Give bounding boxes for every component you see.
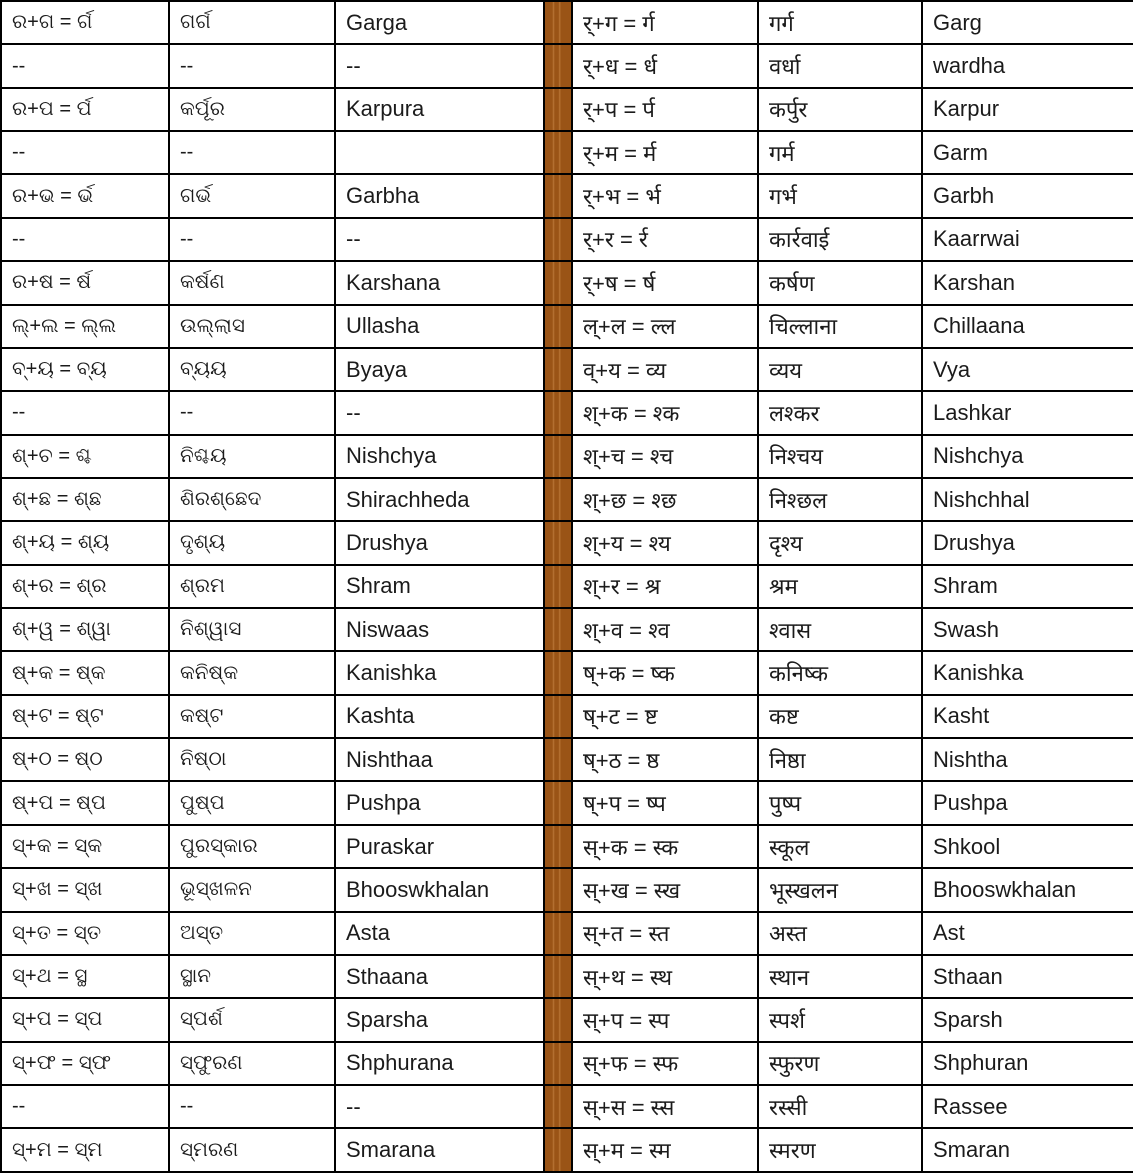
cell-odia-transliteration: Karshana (335, 261, 544, 304)
cell-hindi-formula: ष्+ट = ष्ट (572, 695, 758, 738)
cell-odia-word: ନିଷ୍ଠା (169, 738, 335, 781)
cell-odia-transliteration: -- (335, 1085, 544, 1128)
cell-hindi-formula: स्+म = स्म (572, 1128, 758, 1172)
table-row (1, 88, 1133, 131)
cell-hindi-formula: श्+र = श्र (572, 565, 758, 608)
cell-hindi-word: गर्भ (758, 174, 922, 217)
divider-bar (544, 478, 572, 521)
cell-odia-formula: ଷ୍+ପ = ଷ୍ପ (1, 781, 169, 824)
cell-odia-formula: ର+ଗ = ର୍ଗ (1, 1, 169, 44)
cell-odia-word: ନିଶ୍ୱାସ (169, 608, 335, 651)
cell-odia-formula: ଷ୍+କ = ଷ୍କ (1, 651, 169, 694)
cell-odia-transliteration: Shphurana (335, 1042, 544, 1085)
cell-odia-transliteration: Smarana (335, 1128, 544, 1172)
cell-hindi-formula: स्+थ = स्थ (572, 955, 758, 998)
table-row (1, 781, 1133, 824)
divider-bar (544, 608, 572, 651)
cell-hindi-word: कनिष्क (758, 651, 922, 694)
cell-odia-formula: ସ୍+କ = ସ୍କ (1, 825, 169, 868)
table-row (1, 305, 1133, 348)
table-row (1, 695, 1133, 738)
cell-hindi-transliteration: Shphuran (922, 1042, 1133, 1085)
divider-bar (544, 348, 572, 391)
cell-odia-formula: -- (1, 218, 169, 261)
cell-odia-word: ଉଲ୍ଲାସ (169, 305, 335, 348)
cell-odia-formula: ଷ୍+ଟ = ଷ୍ଟ (1, 695, 169, 738)
cell-hindi-formula: र्+भ = र्भ (572, 174, 758, 217)
cell-hindi-word: चिल्लाना (758, 305, 922, 348)
cell-odia-word: ସ୍ଫୁରଣ (169, 1042, 335, 1085)
cell-hindi-word: रस्सी (758, 1085, 922, 1128)
cell-hindi-formula: स्+फ = स्फ (572, 1042, 758, 1085)
cell-hindi-word: श्वास (758, 608, 922, 651)
cell-hindi-transliteration: Ast (922, 912, 1133, 955)
cell-odia-transliteration: Kanishka (335, 651, 544, 694)
cell-hindi-formula: र्+प = र्प (572, 88, 758, 131)
cell-hindi-transliteration: Shram (922, 565, 1133, 608)
table-row (1, 1085, 1133, 1128)
cell-odia-formula: ଶ୍+ୱ = ଶ୍ୱା (1, 608, 169, 651)
cell-odia-transliteration (335, 131, 544, 174)
cell-odia-transliteration: Puraskar (335, 825, 544, 868)
table-row (1, 1128, 1133, 1172)
cell-odia-word: ବ୍ୟୟ (169, 348, 335, 391)
cell-odia-transliteration: Garga (335, 1, 544, 44)
cell-hindi-transliteration: wardha (922, 44, 1133, 87)
divider-bar (544, 868, 572, 911)
table-row (1, 1042, 1133, 1085)
cell-hindi-word: व्यय (758, 348, 922, 391)
cell-hindi-formula: श्+च = श्च (572, 435, 758, 478)
cell-hindi-formula: र्+ग = र्ग (572, 1, 758, 44)
cell-odia-transliteration: Shram (335, 565, 544, 608)
cell-odia-word: -- (169, 1085, 335, 1128)
cell-odia-transliteration: -- (335, 391, 544, 434)
cell-odia-transliteration: Kashta (335, 695, 544, 738)
cell-odia-formula: ର+ପ = ର୍ପ (1, 88, 169, 131)
cell-hindi-transliteration: Vya (922, 348, 1133, 391)
cell-odia-transliteration: Shirachheda (335, 478, 544, 521)
cell-odia-transliteration: Niswaas (335, 608, 544, 651)
cell-hindi-transliteration: Chillaana (922, 305, 1133, 348)
cell-odia-transliteration: Pushpa (335, 781, 544, 824)
cell-hindi-transliteration: Kaarrwai (922, 218, 1133, 261)
divider-bar (544, 1042, 572, 1085)
cell-hindi-formula: ल्+ल = ल्ल (572, 305, 758, 348)
cell-odia-formula: ଶ୍+ର = ଶ୍ର (1, 565, 169, 608)
cell-odia-word: -- (169, 218, 335, 261)
cell-hindi-transliteration: Rassee (922, 1085, 1133, 1128)
cell-hindi-transliteration: Drushya (922, 521, 1133, 564)
cell-odia-transliteration: Nishchya (335, 435, 544, 478)
cell-hindi-transliteration: Karpur (922, 88, 1133, 131)
cell-odia-formula: ସ୍+ମ = ସ୍ମ (1, 1128, 169, 1172)
cell-odia-word: ଶ୍ରମ (169, 565, 335, 608)
cell-odia-formula: ଲ୍+ଲ = ଲ୍ଲ (1, 305, 169, 348)
table-row (1, 868, 1133, 911)
cell-odia-word: ପୁଷ୍ପ (169, 781, 335, 824)
cell-hindi-formula: र्+ध = र्ध (572, 44, 758, 87)
cell-odia-word: ଗର୍ଗ (169, 1, 335, 44)
cell-hindi-formula: र्+र = र्र (572, 218, 758, 261)
cell-hindi-word: स्फुरण (758, 1042, 922, 1085)
cell-hindi-formula: स्+ख = स्ख (572, 868, 758, 911)
divider-bar (544, 998, 572, 1041)
cell-hindi-formula: श्+य = श्य (572, 521, 758, 564)
divider-bar (544, 955, 572, 998)
cell-odia-formula: ସ୍+ଫ = ସ୍ଫ (1, 1042, 169, 1085)
table-row (1, 738, 1133, 781)
cell-odia-transliteration: -- (335, 218, 544, 261)
cell-odia-word: କର୍ଷଣ (169, 261, 335, 304)
cell-odia-formula: -- (1, 1085, 169, 1128)
divider-bar (544, 1, 572, 44)
cell-odia-transliteration: Drushya (335, 521, 544, 564)
table-row (1, 435, 1133, 478)
cell-hindi-word: दृश्य (758, 521, 922, 564)
cell-hindi-formula: स्+स = स्स (572, 1085, 758, 1128)
cell-odia-word: କଷ୍ଟ (169, 695, 335, 738)
cell-hindi-word: कष्ट (758, 695, 922, 738)
cell-odia-transliteration: Bhooswkhalan (335, 868, 544, 911)
table-row (1, 565, 1133, 608)
cell-odia-word: ନିଶ୍ଚୟ (169, 435, 335, 478)
cell-hindi-transliteration: Karshan (922, 261, 1133, 304)
table-row (1, 651, 1133, 694)
table-row (1, 608, 1133, 651)
divider-bar (544, 261, 572, 304)
cell-odia-word: ସ୍ପର୍ଶ (169, 998, 335, 1041)
cell-odia-transliteration: Asta (335, 912, 544, 955)
table-row (1, 912, 1133, 955)
cell-odia-word: ଗର୍ଭ (169, 174, 335, 217)
divider-bar (544, 912, 572, 955)
table-row (1, 955, 1133, 998)
cell-odia-formula: ସ୍+ଥ = ସ୍ଥ (1, 955, 169, 998)
divider-bar (544, 781, 572, 824)
cell-hindi-transliteration: Sparsh (922, 998, 1133, 1041)
cell-hindi-transliteration: Swash (922, 608, 1133, 651)
cell-odia-formula: ଷ୍+ଠ = ଷ୍ଠ (1, 738, 169, 781)
divider-bar (544, 695, 572, 738)
cell-hindi-word: निश्छल (758, 478, 922, 521)
cell-hindi-word: कर्षण (758, 261, 922, 304)
cell-odia-formula: ର+ଷ = ର୍ଷ (1, 261, 169, 304)
cell-hindi-formula: स्+प = स्प (572, 998, 758, 1041)
cell-hindi-word: स्कूल (758, 825, 922, 868)
table-row (1, 174, 1133, 217)
cell-hindi-formula: ष्+प = ष्प (572, 781, 758, 824)
cell-hindi-formula: र्+म = र्म (572, 131, 758, 174)
cell-hindi-formula: व्+य = व्य (572, 348, 758, 391)
cell-hindi-word: स्पर्श (758, 998, 922, 1041)
cell-odia-word: -- (169, 391, 335, 434)
cell-hindi-word: पुष्प (758, 781, 922, 824)
table-row (1, 998, 1133, 1041)
cell-odia-transliteration: Byaya (335, 348, 544, 391)
cell-odia-transliteration: -- (335, 44, 544, 87)
divider-bar (544, 521, 572, 564)
cell-odia-word: ସ୍ଥାନ (169, 955, 335, 998)
table-row (1, 261, 1133, 304)
cell-hindi-formula: ष्+क = ष्क (572, 651, 758, 694)
cell-hindi-formula: ष्+ठ = ष्ठ (572, 738, 758, 781)
table-row (1, 478, 1133, 521)
cell-hindi-formula: स्+क = स्क (572, 825, 758, 868)
table-row (1, 825, 1133, 868)
cell-odia-word: କର୍ପୂର (169, 88, 335, 131)
cell-odia-transliteration: Garbha (335, 174, 544, 217)
divider-bar (544, 391, 572, 434)
cell-odia-formula: ସ୍+ପ = ସ୍ପ (1, 998, 169, 1041)
cell-hindi-word: अस्त (758, 912, 922, 955)
cell-odia-word: ଦୃଶ୍ୟ (169, 521, 335, 564)
cell-odia-transliteration: Nishthaa (335, 738, 544, 781)
cell-hindi-transliteration: Garg (922, 1, 1133, 44)
table-row (1, 1, 1133, 44)
cell-hindi-word: गर्म (758, 131, 922, 174)
cell-odia-transliteration: Sthaana (335, 955, 544, 998)
cell-hindi-transliteration: Nishchhal (922, 478, 1133, 521)
cell-hindi-transliteration: Nishtha (922, 738, 1133, 781)
cell-odia-word: କନିଷ୍କ (169, 651, 335, 694)
cell-odia-formula: ଶ୍+ୟ = ଶ୍ୟ (1, 521, 169, 564)
divider-bar (544, 1128, 572, 1172)
cell-hindi-word: श्रम (758, 565, 922, 608)
table-body (1, 1, 1133, 1172)
cell-hindi-transliteration: Garbh (922, 174, 1133, 217)
cell-odia-transliteration: Karpura (335, 88, 544, 131)
cell-hindi-word: स्थान (758, 955, 922, 998)
cell-hindi-word: निष्ठा (758, 738, 922, 781)
cell-odia-word: ଅସ୍ତ (169, 912, 335, 955)
divider-bar (544, 435, 572, 478)
cell-odia-formula: ଶ୍+ଚ = ଶ୍ଚ (1, 435, 169, 478)
cell-odia-word: ଭୂସ୍ଖଳନ (169, 868, 335, 911)
divider-bar (544, 565, 572, 608)
cell-hindi-transliteration: Sthaan (922, 955, 1133, 998)
divider-bar (544, 131, 572, 174)
cell-hindi-formula: श्+क = श्क (572, 391, 758, 434)
divider-bar (544, 825, 572, 868)
divider-bar (544, 44, 572, 87)
cell-odia-transliteration: Ullasha (335, 305, 544, 348)
cell-hindi-transliteration: Lashkar (922, 391, 1133, 434)
cell-hindi-transliteration: Garm (922, 131, 1133, 174)
cell-hindi-word: भूस्खलन (758, 868, 922, 911)
cell-hindi-word: निश्चय (758, 435, 922, 478)
divider-bar (544, 305, 572, 348)
cell-hindi-word: लश्कर (758, 391, 922, 434)
divider-bar (544, 218, 572, 261)
table-row (1, 131, 1133, 174)
cell-odia-formula: ସ୍+ତ = ସ୍ତ (1, 912, 169, 955)
table-row (1, 218, 1133, 261)
cell-odia-formula: ର+ଭ = ର୍ଭ (1, 174, 169, 217)
divider-bar (544, 174, 572, 217)
cell-hindi-formula: र्+ष = र्ष (572, 261, 758, 304)
cell-odia-formula: ବ୍+ୟ = ବ୍ୟ (1, 348, 169, 391)
cell-odia-word: ସ୍ମରଣ (169, 1128, 335, 1172)
cell-hindi-transliteration: Kasht (922, 695, 1133, 738)
cell-hindi-transliteration: Pushpa (922, 781, 1133, 824)
cell-odia-formula: -- (1, 131, 169, 174)
cell-odia-formula: ଶ୍+ଛ = ଶ୍ଛ (1, 478, 169, 521)
cell-odia-formula: -- (1, 44, 169, 87)
cell-hindi-word: कर्पुर (758, 88, 922, 131)
cell-hindi-transliteration: Kanishka (922, 651, 1133, 694)
cell-odia-formula: -- (1, 391, 169, 434)
table-row (1, 391, 1133, 434)
cell-odia-word: -- (169, 44, 335, 87)
table-row (1, 521, 1133, 564)
cell-hindi-transliteration: Bhooswkhalan (922, 868, 1133, 911)
cell-odia-word: ପୁରସ୍କାର (169, 825, 335, 868)
divider-bar (544, 1085, 572, 1128)
cell-hindi-word: गर्ग (758, 1, 922, 44)
table-row (1, 44, 1133, 87)
cell-odia-formula: ସ୍+ଖ = ସ୍ଖ (1, 868, 169, 911)
cell-hindi-word: स्मरण (758, 1128, 922, 1172)
cell-hindi-formula: श्+व = श्व (572, 608, 758, 651)
divider-bar (544, 651, 572, 694)
cell-hindi-transliteration: Shkool (922, 825, 1133, 868)
cell-hindi-transliteration: Nishchya (922, 435, 1133, 478)
cell-hindi-word: कार्रवाई (758, 218, 922, 261)
cell-hindi-formula: श्+छ = श्छ (572, 478, 758, 521)
table-row (1, 348, 1133, 391)
cell-odia-word: ଶିରଶ୍ଛେଦ (169, 478, 335, 521)
cell-odia-transliteration: Sparsha (335, 998, 544, 1041)
cell-hindi-word: वर्धा (758, 44, 922, 87)
cell-odia-word: -- (169, 131, 335, 174)
divider-bar (544, 738, 572, 781)
divider-bar (544, 88, 572, 131)
cell-hindi-formula: स्+त = स्त (572, 912, 758, 955)
cell-hindi-transliteration: Smaran (922, 1128, 1133, 1172)
